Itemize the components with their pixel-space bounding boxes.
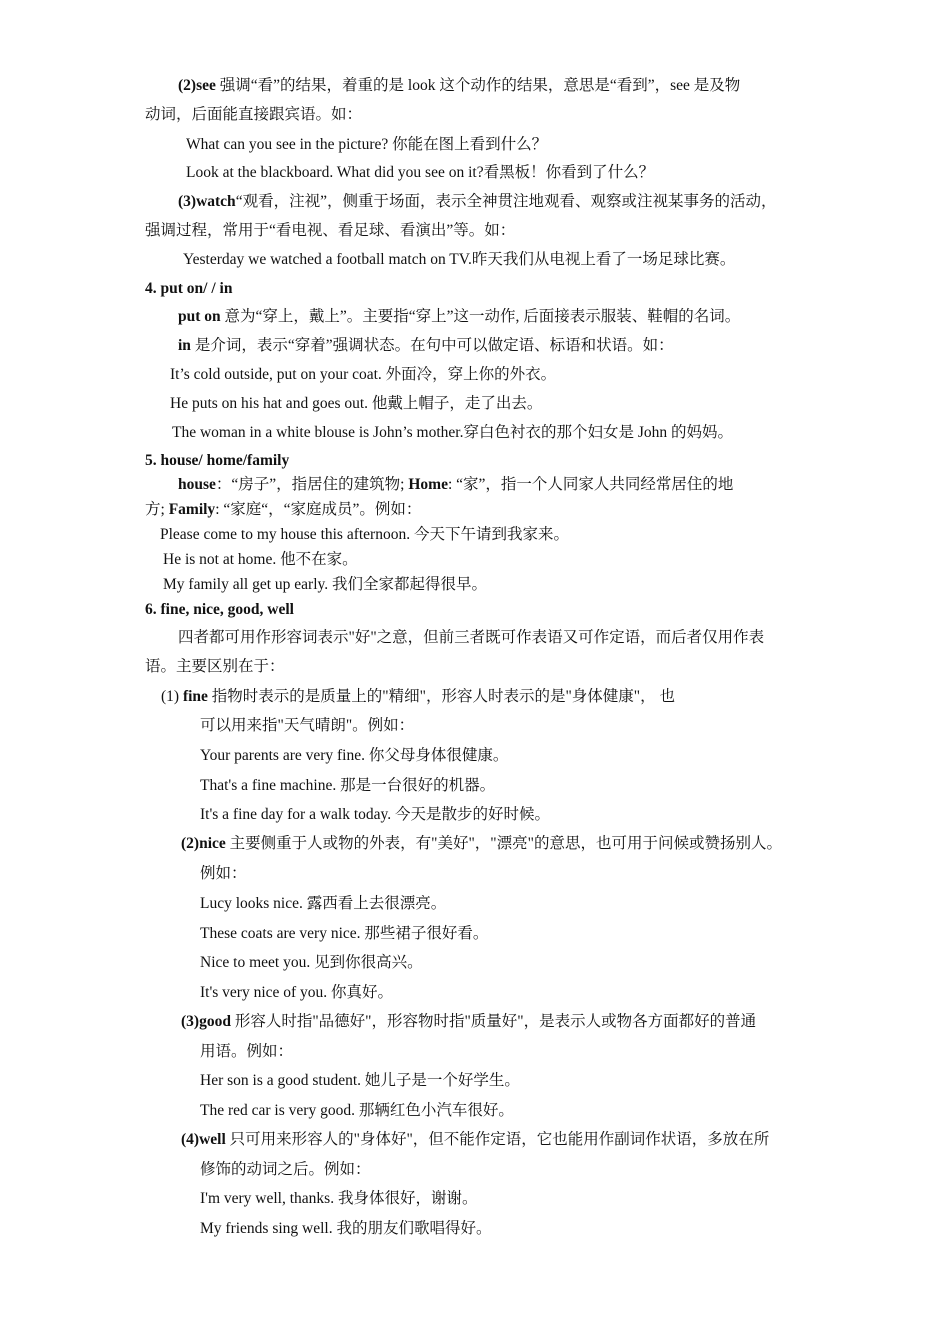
see-example-2: Look at the blackboard. What did you see on it?看黑板！你看到了什么？ [186,164,655,181]
nice-explanation-line-1: (2)nice 主要侧重于人或物的外表，有"美好"，"漂亮"的意思，也可用于问候或赞扬别人。 [181,835,782,852]
house-example: Please come to my house this afternoon. 今天下午请到我家来。 [160,526,569,543]
fine-explanation-line-2: 可以用来指"天气晴朗"。例如： [200,717,415,734]
nice-example-1: Lucy looks nice. 露西看上去很漂亮。 [200,895,447,912]
well-explanation-line-1: (4)well 只可用来形容人的"身体好"，但不能作定语，它也能用作副词作状语，多放在所 [181,1131,770,1148]
home-example: He is not at home. 他不在家。 [163,551,358,568]
fine-example-3: It's a fine day for a walk today. 今天是散步的好时候。 [200,806,551,823]
house-home-explanation-line-1: house：“房子”，指居住的建筑物; Home: “家”，指一个人同家人共同经常居住的地 [178,476,734,493]
good-example-2: The red car is very good. 那辆红色小汽车很好。 [200,1102,514,1119]
see-explanation-line-1: (2)see 强调“看”的结果，着重的是 look 这个动作的结果，意思是“看到”，see 是及物 [178,77,741,94]
fine-explanation-line-1: (1) fine 指物时表示的是质量上的"精细"，形容人时表示的是"身体健康"， 也 [161,688,675,705]
nice-example-4: It's very nice of you. 你真好。 [200,984,394,1001]
well-example-1: I'm very well, thanks. 我身体很好，谢谢。 [200,1190,478,1207]
well-explanation-line-2: 修饰的动词之后。例如： [200,1161,371,1178]
family-example: My family all get up early. 我们全家都起得很早。 [163,576,488,593]
section-heading-fine-nice-good-well: 6. fine, nice, good, well [145,601,294,618]
well-example-2: My friends sing well. 我的朋友们歌唱得好。 [200,1220,492,1237]
in-example: The woman in a white blouse is John’s mother.穿白色衬衣的那个妇女是 John 的妈妈。 [172,424,733,441]
good-explanation-line-1: (3)good 形容人时指"品德好"，形容物时指"质量好"，是表示人或物各方面都好的普通 [181,1013,757,1030]
section-heading-put-on-in: 4. put on/ / in [145,280,233,297]
family-explanation-line-2: 方; Family: “家庭“，“家庭成员”。例如： [145,501,422,518]
nice-explanation-line-2: 例如： [200,865,247,882]
adjectives-intro-line-2: 语。主要区别在于： [145,658,285,675]
nice-example-3: Nice to meet you. 见到你很高兴。 [200,954,423,971]
put-on-explanation: put on 意为“穿上，戴上”。主要指“穿上”这一动作, 后面接表示服装、鞋帽的名词。 [178,308,741,325]
fine-example-2: That's a fine machine. 那是一台很好的机器。 [200,777,496,794]
watch-example: Yesterday we watched a football match on TV.昨天我们从电视上看了一场足球比赛。 [183,251,736,268]
good-example-1: Her son is a good student. 她儿子是一个好学生。 [200,1072,520,1089]
fine-example-1: Your parents are very fine. 你父母身体很健康。 [200,747,509,764]
in-explanation: in 是介词，表示“穿着”强调状态。在句中可以做定语、标语和状语。如： [178,337,674,354]
watch-explanation-line-2: 强调过程，常用于“看电视、看足球、看演出”等。如： [145,222,516,239]
good-explanation-line-2: 用语。例如： [200,1043,294,1060]
adjectives-intro-line-1: 四者都可用作形容词表示"好"之意，但前三者既可作表语又可作定语，而后者仅用作表 [178,629,765,646]
see-explanation-line-2: 动词，后面能直接跟宾语。如： [145,106,363,123]
watch-explanation-line-1: (3)watch“观看，注视”，侧重于场面，表示全神贯注地观看、观察或注视某事务的活动， [178,193,777,210]
put-on-example-1: It’s cold outside, put on your coat. 外面冷，穿上你的外衣。 [170,366,557,383]
see-example-1: What can you see in the picture? 你能在图上看到什么？ [186,136,548,153]
put-on-example-2: He puts on his hat and goes out. 他戴上帽子，走了出去。 [170,395,543,412]
nice-example-2: These coats are very nice. 那些裙子很好看。 [200,925,489,942]
section-heading-house-home-family: 5. house/ home/family [145,452,290,469]
